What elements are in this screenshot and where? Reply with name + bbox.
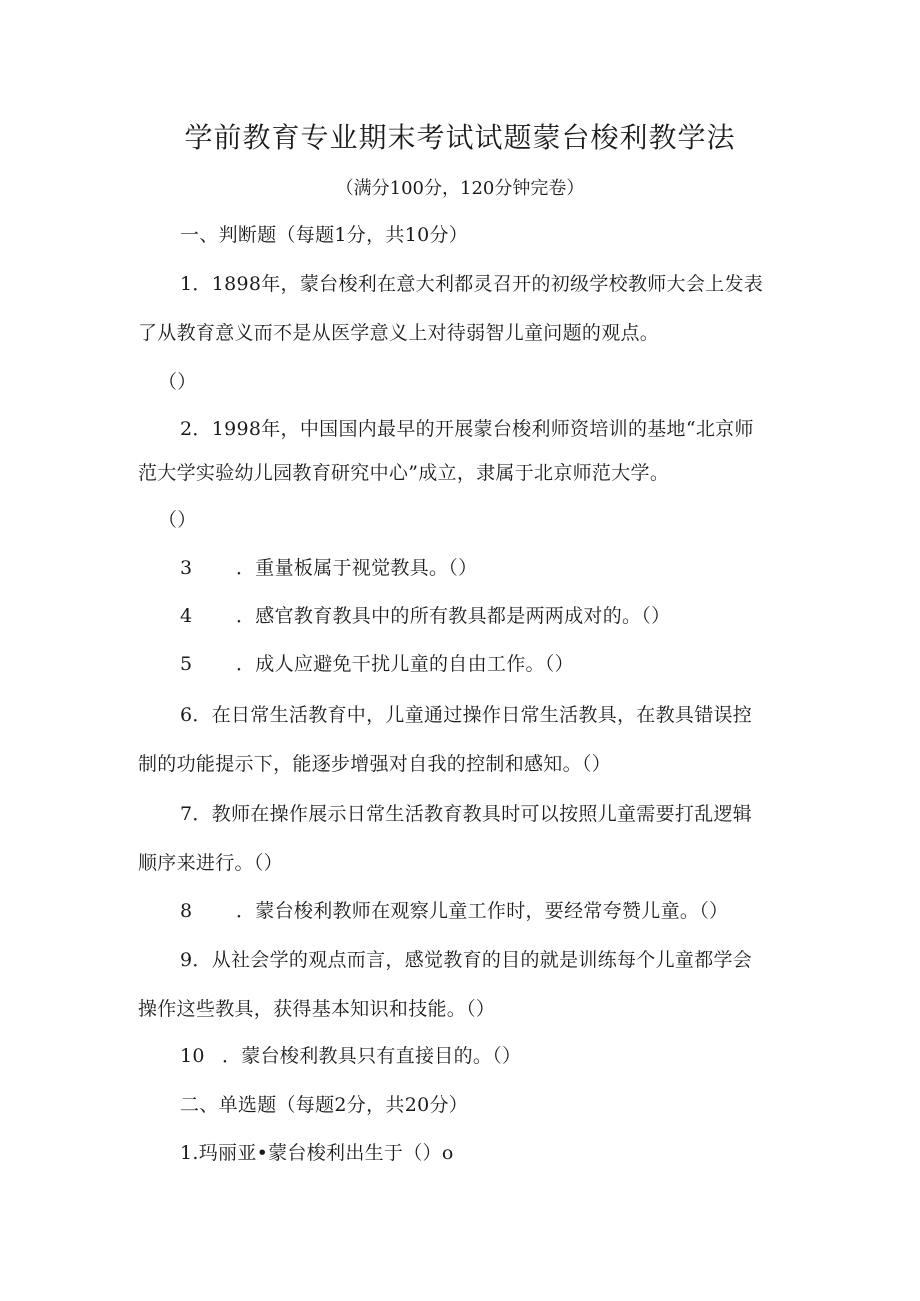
q5-text: ．成人应避免干扰儿童的自由工作。（） [236,653,574,675]
q3-number: 3 [180,557,193,579]
q1-line2: 了从教育意义而不是从医学意义上对待弱智儿童问题的观点。 [138,322,660,344]
q6-line1: 6．在日常生活教育中，儿童通过操作日常生活教具，在教具错误控 [180,704,753,726]
q4-number: 4 [180,605,193,627]
q4-text: ．感官教育教具中的所有教具都是两两成对的。（） [236,605,671,627]
q8 [180,899,728,923]
q6-line2: 制的功能提示下，能逐步增强对自我的控制和感知。（） [138,753,612,775]
q1-answer: （） [158,371,197,393]
s2-q1: 1.玛丽亚•蒙台梭利出生于（）o [180,1142,454,1164]
page-title: 学前教育专业期末考试试题蒙台梭利教学法 [184,121,736,154]
page-subtitle: （满分100分，120分钟完卷） [335,178,585,199]
q5-number: 5 [180,653,193,675]
q10-number: 10 [180,1045,205,1067]
q7-line1: 7．教师在操作展示日常生活教育教具时可以按照儿童需要打乱逻辑 [180,803,753,825]
q10-text: ．蒙台梭利教具只有直接目的。（） [222,1045,522,1067]
q10 [180,1044,521,1068]
q9-line2: 操作这些教具，获得基本知识和技能。（） [138,998,496,1020]
q2-line2: 范大学实验幼儿园教育研究中心”成立，隶属于北京师范大学。 [138,462,670,484]
q1-line1: 1．1898年，蒙台梭利在意大利都灵召开的初级学校教师大会上发表 [180,273,764,295]
q3 [180,556,477,580]
section1-heading: 一、判断题（每题1分，共10分） [180,224,469,246]
q3-text: ．重量板属于视觉教具。（） [236,557,478,579]
q8-number: 8 [180,900,193,922]
q2-answer: （） [158,509,197,531]
q9-line1: 9．从社会学的观点而言，感觉教育的目的就是训练每个儿童都学会 [180,949,753,971]
q2-line1: 2．1998年，中国国内最早的开展蒙台梭利师资培训的基地“北京师 [180,418,754,440]
q5 [180,652,574,676]
q7-line2: 顺序来进行。（） [138,852,283,874]
section2-heading: 二、单选题（每题2分，共20分） [180,1094,469,1116]
q8-text: ．蒙台梭利教师在观察儿童工作时，要经常夸赞儿童。（） [236,900,729,922]
q4 [180,604,670,628]
